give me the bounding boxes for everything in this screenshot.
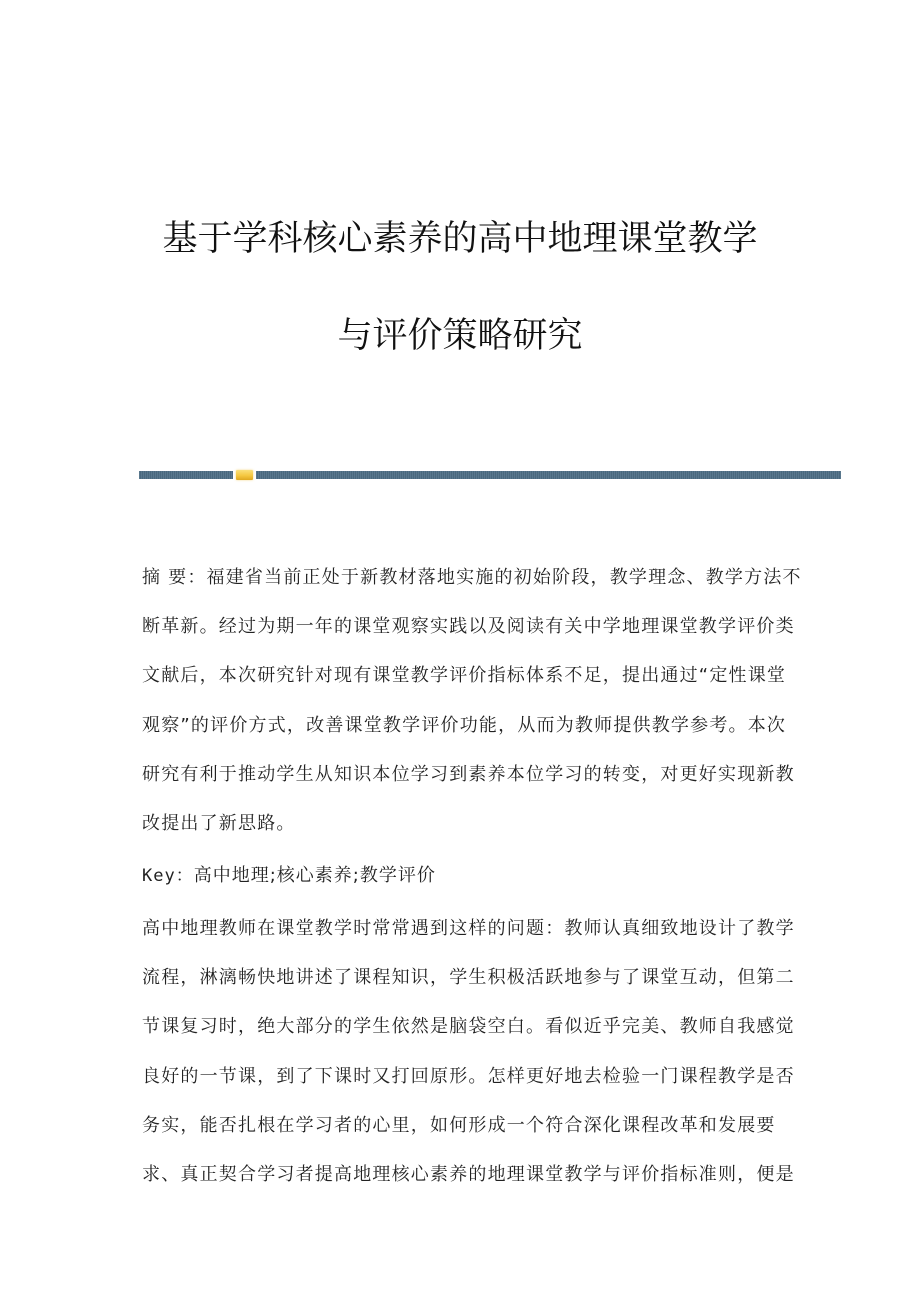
body-line: 流程，淋漓畅快地讲述了课程知识，学生积极活跃地参与了课堂互动，但第二 [142,967,795,988]
abstract-line: 观察”的评价方式，改善课堂教学评价功能，从而为教师提供教学参考。本次 [142,715,787,736]
abstract-line: 摘 要：福建省当前正处于新教材落地实施的初始阶段，教学理念、教学方法不 [142,567,802,588]
divider-gem-icon [236,470,253,480]
body-line: 节课复习时，绝大部分的学生依然是脑袋空白。看似近乎完美、教师自我感觉 [142,1016,795,1037]
document-title-line-1: 基于学科核心素养的高中地理课堂教学 [162,219,758,259]
keywords-label: Key： [142,866,194,886]
abstract-line: 改提出了新思路。 [142,813,296,834]
keywords-value: 高中地理;核心素养;教学评价 [193,865,436,886]
body-line: 求、真正契合学习者提高地理核心素养的地理课堂教学与评价指标准则，便是 [142,1164,795,1185]
divider-bar-right [256,471,841,479]
document-title-line-2: 与评价策略研究 [337,316,583,356]
body-line: 良好的一节课，到了下课时又打回原形。怎样更好地去检验一门课程教学是否 [142,1066,795,1087]
abstract-line: 断革新。经过为期一年的课堂观察实践以及阅读有关中学地理课堂教学评价类 [142,616,795,637]
abstract-line: 研究有利于推动学生从知识本位学习到素养本位学习的转变，对更好实现新教 [142,764,795,785]
body-line: 高中地理教师在课堂教学时常常遇到这样的问题：教师认真细致地设计了教学 [142,918,795,939]
title-divider [139,471,841,479]
body-line: 务实，能否扎根在学习者的心里，如何形成一个符合深化课程改革和发展要 [142,1115,776,1136]
abstract-line: 文献后，本次研究针对现有课堂教学评价指标体系不足，提出通过“定性课堂 [142,665,787,686]
divider-bar-left [139,471,233,479]
keywords-line [142,864,436,888]
